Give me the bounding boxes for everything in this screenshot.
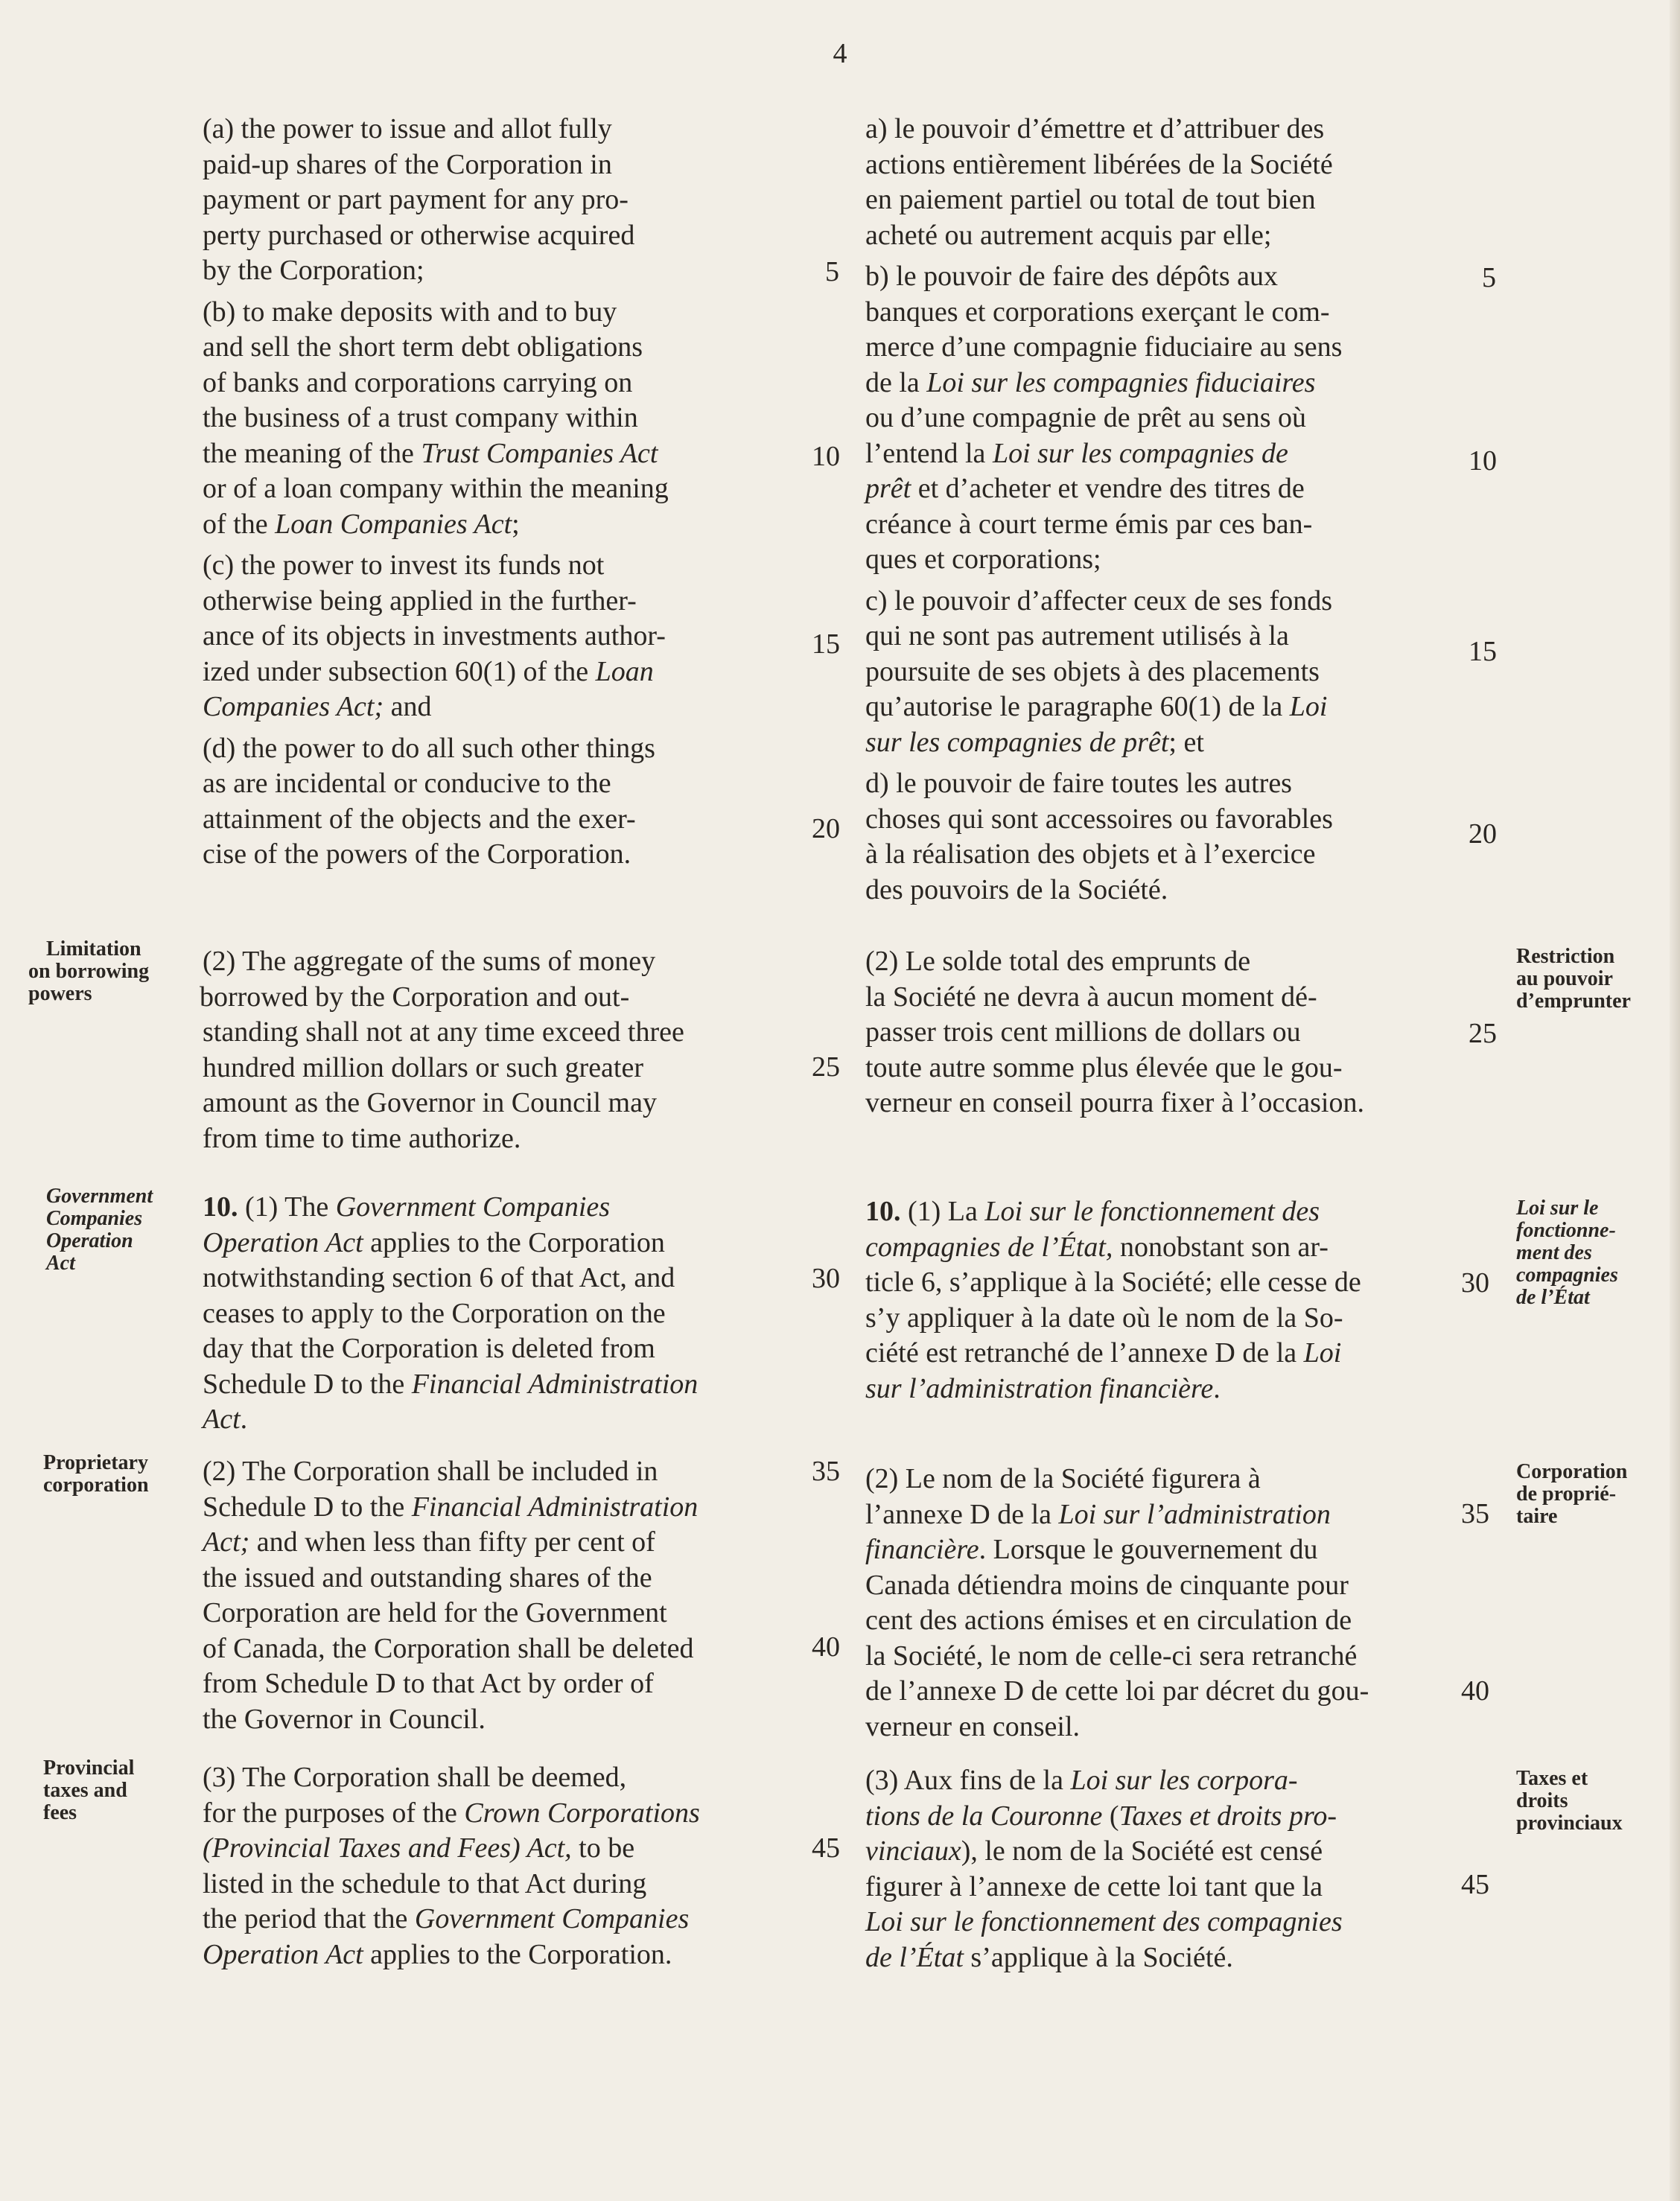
french-section-10-2: (2) Le nom de la Société figurera à l’annexe D de la Loi sur l’administration financière. Lorsque le gouvernement du Canada détiendra moins de cinquante pour cent des actions émises et en circulation de la Société, le nom de celle-ci sera retranché de l’annexe D de cette loi par décret du gou- verneur en conseil.	[865, 1463, 1369, 1742]
fr-line-number: 15	[1469, 636, 1497, 667]
en-line-number: 10	[812, 441, 840, 472]
fr-line-number: 10	[1469, 445, 1497, 477]
french-clauses-a-d	[865, 112, 1469, 914]
page-edge	[1670, 0, 1680, 2201]
fr-clause-c: c) le pouvoir d’affecter ceux de ses fonds qui ne sont pas autrement utilisés à la poursuite de ses objets à des placements qu’autorise le paragraphe 60(1) de la Loi sur les compagnies de prêt; et	[865, 585, 1333, 758]
en-line-number: 35	[812, 1456, 840, 1487]
english-section-10-2: (2) The Corporation shall be included in Schedule D to the Financial Administration Act; and when less than fifty per cent of the issued and outstanding shares of the Corporation are held for the Government of Canada, the Corporation shall be deleted from Schedule D to that Act by order of the Governor in Council.	[203, 1456, 699, 1735]
fr-line-number: 25	[1469, 1018, 1497, 1049]
en-clause-a: (a) the power to issue and allot fully paid-up shares of the Corporation in payment or part payment for any pro- perty purchased or otherwise acquired by the Corporation;	[203, 113, 635, 286]
margin-note-loi-fonctionnement: Loi sur le fonctionne- ment des compagnies de l’État	[1516, 1197, 1618, 1309]
fr-line-number: 30	[1461, 1267, 1489, 1299]
french-section-10-3: (3) Aux fins de la Loi sur les corpora- tions de la Couronne (Taxes et droits pro- vinciaux), le nom de la Société est censé figurer à l’annexe de cette loi tant que la Loi sur le fonctionnement des compagnies de l’État s’applique à la Société.	[865, 1765, 1343, 1973]
fr-line-number: 20	[1469, 818, 1497, 850]
margin-note-corporation-proprietaire: Corporation de proprié- taire	[1516, 1460, 1628, 1528]
en-line-number: 40	[812, 1631, 840, 1663]
english-clauses-a-d	[203, 112, 813, 879]
en-line-number: 30	[812, 1263, 840, 1294]
margin-note-restriction: Restriction au pouvoir d’emprunter	[1516, 945, 1631, 1013]
margin-note-taxes-droits: Taxes et droits provinciaux	[1516, 1767, 1623, 1835]
en-clause-d: (d) the power to do all such other things as are incidental or conducive to the attainment of the objects and the exer- cise of the powers of the Corporation.	[203, 732, 655, 870]
fr-line-number: 35	[1461, 1498, 1489, 1529]
fr-clause-b: b) le pouvoir de faire des dépôts aux banques et corporations exerçant le com- merce d’une compagnie fiduciaire au sens de la Loi sur les compagnies fiduciaires ou d’une compagnie de prêt au sens où l’entend la Loi sur les compagnies de prêt et d’acheter et vendre des titres de créance à court terme émis par ces ban- ques et corporations;	[865, 261, 1343, 575]
en-line-number: 5	[825, 256, 839, 287]
en-clause-b: (b) to make deposits with and to buy and sell the short term debt obligations of banks and corporations carrying on the business of a trust company within the meaning of the Trust Companies Act or of a loan company within the meaning of the Loan Companies Act;	[203, 296, 669, 540]
english-subsection-2: (2) The aggregate of the sums of money borrowed by the Corporation and out- standing shall not at any time exceed three hundred million dollars or such greater amount as the Governor in Council may from time to time authorize.	[200, 946, 684, 1154]
margin-note-limitation: Limitation on borrowing powers	[28, 937, 150, 1005]
french-section-10-1: 10. (1) La Loi sur le fonctionnement des compagnies de l’État, nonobstant son ar- ticle 6, s’applique à la Société; elle cesse de s’y appliquer à la date où le nom de la So- ciété est retranché de l’annexe D de la Loi sur l’administration financière.	[865, 1196, 1361, 1404]
english-section-10-1: 10. (1) The Government Companies Operation Act applies to the Corporation notwithstanding section 6 of that Act, and ceases to apply to the Corporation on the day that the Corporation is deleted from Schedule D to the Financial Administration Act.	[203, 1191, 699, 1435]
en-line-number: 20	[812, 813, 840, 844]
fr-line-number: 5	[1482, 262, 1496, 293]
english-section-10-3: (3) The Corporation shall be deemed, for the purposes of the Crown Corporations (Provincial Taxes and Fees) Act, to be listed in the schedule to that Act during the period that the Government Companies Operation Act applies to the Corporation.	[203, 1762, 700, 1970]
margin-note-provincial: Provincial taxes and fees	[43, 1756, 135, 1824]
fr-clause-d: d) le pouvoir de faire toutes les autres choses qui sont accessoires ou favorables à la réalisation des objets et à l’exercice des pouvoirs de la Société.	[865, 768, 1333, 905]
page-number: 4	[833, 38, 847, 69]
en-line-number: 45	[812, 1832, 840, 1864]
en-line-number: 15	[812, 628, 840, 660]
fr-line-number: 45	[1461, 1869, 1489, 1900]
en-clause-c: (c) the power to invest its funds not otherwise being applied in the further- ance of its objects in investments author- ized under subsection 60(1) of the Loan Companies Act; and	[203, 550, 666, 722]
fr-line-number: 40	[1461, 1675, 1489, 1707]
fr-clause-a: a) le pouvoir d’émettre et d’attribuer des actions entièrement libérées de la Société en paiement partiel ou total de tout bien acheté ou autrement acquis par elle;	[865, 113, 1333, 251]
french-subsection-2: (2) Le solde total des emprunts de la Société ne devra à aucun moment dé- passer trois cent millions de dollars ou toute autre somme plus élevée que le gou- verneur en conseil pourra fixer à l’occasion.	[865, 946, 1364, 1118]
margin-note-proprietary: Proprietary corporation	[43, 1451, 149, 1497]
margin-note-government-companies: Government Companies Operation Act	[46, 1185, 153, 1275]
en-line-number: 25	[812, 1051, 840, 1083]
